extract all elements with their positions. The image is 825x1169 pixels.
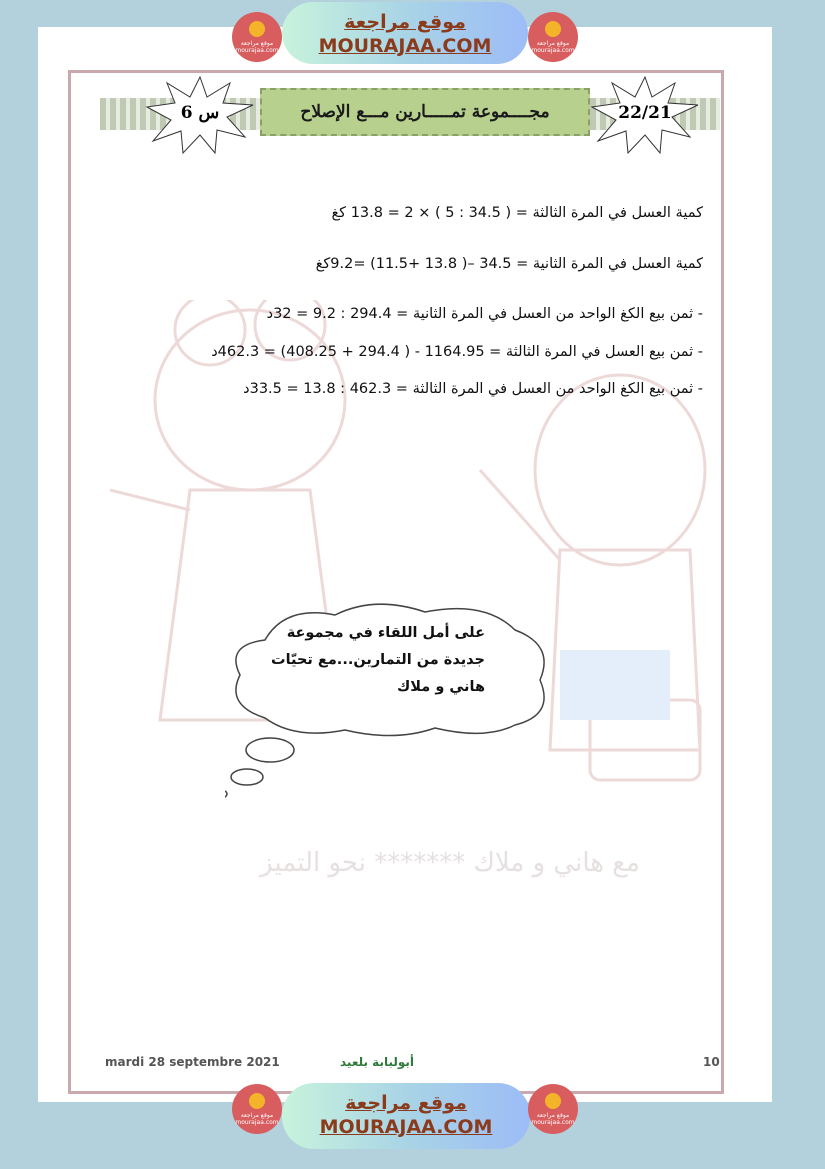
bubble-line: على أمل اللقاء في مجموعة [286, 625, 485, 641]
site-logo-left-bottom[interactable] [232, 1084, 282, 1134]
site-logo-right[interactable] [528, 12, 578, 62]
page-number: 10 [703, 1055, 720, 1069]
site-name-arabic[interactable]: موقع مراجعة [345, 1092, 467, 1114]
logo-text: موقع مراجعة mourajaa.com [235, 1112, 279, 1126]
solution-line: - ثمن بيع العسل في المرة الثالثة = 1164.95 - ( 294.4 + 408.25) = 462.3د [211, 344, 703, 360]
logo-text: موقع مراجعة mourajaa.com [235, 40, 279, 54]
bubble-line: جديدة من التمارين...مع تحيّات [271, 652, 485, 668]
solution-line: كمية العسل في المرة الثانية = 34.5 –( 13.8 +11.5) =9.2كغ [315, 256, 703, 272]
logo-text: موقع مراجعة mourajaa.com [531, 1112, 575, 1126]
faint-watermark: مع هاني و ملاك ******* نحو التميز [260, 848, 640, 878]
book-icon [249, 21, 265, 37]
logo-text: موقع مراجعة mourajaa.com [531, 40, 575, 54]
speech-bubble-text [255, 620, 485, 701]
site-logo-left[interactable] [232, 12, 282, 62]
footer-date: mardi 28 septembre 2021 [105, 1055, 280, 1069]
book-icon [545, 21, 561, 37]
question-number: س 6 [180, 103, 220, 123]
exercise-header [100, 80, 720, 150]
solution-line: - ثمن بيع الكغ الواحد من العسل في المرة الثالثة = 462.3 : 13.8 = 33.5د [243, 381, 703, 397]
site-logo-right-bottom[interactable] [528, 1084, 578, 1134]
site-banner-top[interactable] [282, 2, 528, 64]
page-range: 22/21 [618, 103, 672, 123]
site-name-arabic[interactable]: موقع مراجعة [344, 11, 466, 33]
solution-line: كمية العسل في المرة الثالثة = ( 34.5 : 5 ) × 2 = 13.8 كغ [331, 205, 703, 221]
page-title: مجــــموعة تمـــــارين مـــع الإصلاح [260, 88, 590, 136]
site-banner-bottom[interactable] [282, 1083, 530, 1149]
solution-line: - ثمن بيع الكغ الواحد من العسل في المرة الثانية = 294.4 : 9.2 = 32د [266, 306, 703, 322]
book-icon [545, 1093, 561, 1109]
bubble-line: هاني و ملاك [397, 679, 485, 695]
site-name-latin[interactable]: MOURAJAA.COM [318, 35, 492, 57]
left-starburst [145, 75, 255, 155]
site-name-latin[interactable]: MOURAJAA.COM [319, 1116, 493, 1138]
footer-author: أبولبابة بلعيد [340, 1055, 415, 1069]
right-starburst [590, 75, 700, 155]
book-icon [249, 1093, 265, 1109]
